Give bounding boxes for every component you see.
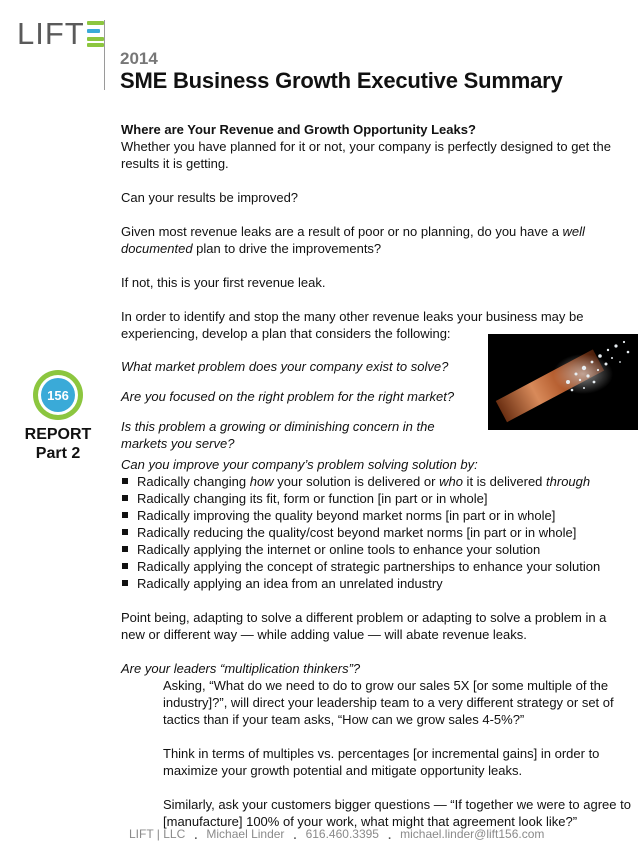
footer-phone: 616.460.3395 [305,827,379,841]
summary-body [121,121,631,830]
report-label [0,425,116,463]
page-title: SME Business Growth Executive Summary [120,68,563,93]
list-item: Radically improving the quality beyond market norms [in part or in whole] [121,507,621,524]
paragraph-5: In order to identify and stop the many other revenue leaks your business may be experiencing, develop a plan that considers the following: [121,309,584,341]
list-item: Radically changing how your solution is delivered or who it is delivered through [121,473,621,490]
question-4: Can you improve your company’s problem solving solution by: [121,457,478,472]
report-label-line2: Part 2 [35,445,81,462]
header-divider [104,20,105,90]
paragraph-6: Point being, adapting to solve a different problem or adapting to solve a problem in a new or different way — while adding value — will abate revenue leaks. [121,610,607,642]
question-5: Are your leaders “multiplication thinkers”? [121,661,361,676]
paragraph-2: Can your results be improved? [121,190,299,205]
page-footer [129,825,544,843]
indented-paragraph-2: Think in terms of multiples vs. percentages [or incremental gains] in order to maximize your growth potential and mitigate opportunity leaks. [163,746,600,778]
logo-text: LIFT [17,16,85,51]
list-item: Radically applying the internet or online tools to enhance your solution [121,541,621,558]
report-label-line1: REPORT [24,426,92,443]
footer-separator-icon: . [193,826,199,843]
footer-company: LIFT | LLC [129,827,186,841]
indented-block [121,677,638,830]
question-2: Are you focused on the right problem for the right market? [121,389,455,404]
indented-paragraph-3: Similarly, ask your customers bigger questions — “If together we were to agree to [manufacture] 100% of your work, what might that agreement look like?” [163,797,631,829]
paragraph-3: Given most revenue leaks are a result of poor or no planning, do you have a well documented plan to drive the improvements? [121,224,585,256]
lift156-badge [33,370,83,420]
list-item: Radically applying an idea from an unrelated industry [121,575,621,592]
footer-separator-icon: . [387,826,392,843]
improvement-list [121,473,621,592]
question-3: Is this problem a growing or diminishing concern in the markets you serve? [121,419,435,451]
indented-paragraph-1: Asking, “What do we need to do to grow our sales 5X [or some multiple of the industry]?”, will direct your leadership team to a very different strategy or set of tactics than if your team asks, “How can we grow sales 4-5%?” [163,678,614,727]
footer-separator-icon: . [292,826,298,843]
footer-email: michael.linder@lift156.com [400,827,545,841]
logo-e-bars-icon [87,21,104,47]
report-year: 2014 [120,49,158,68]
section-heading: Where are Your Revenue and Growth Opportunity Leaks? [121,122,476,137]
paragraph-1: Whether you have planned for it or not, your company is perfectly designed to get the results it is getting. [121,139,611,171]
list-item: Radically applying the concept of strategic partnerships to enhance your solution [121,558,621,575]
lift-logo [17,16,104,51]
badge-number: 156 [41,378,75,412]
list-item: Radically changing its fit, form or function [in part or in whole] [121,490,621,507]
paragraph-4: If not, this is your first revenue leak. [121,275,326,290]
question-1: What market problem does your company exist to solve? [121,359,449,374]
footer-name: Michael Linder [206,827,285,841]
list-item: Radically reducing the quality/cost beyond market norms [in part or in whole] [121,524,621,541]
